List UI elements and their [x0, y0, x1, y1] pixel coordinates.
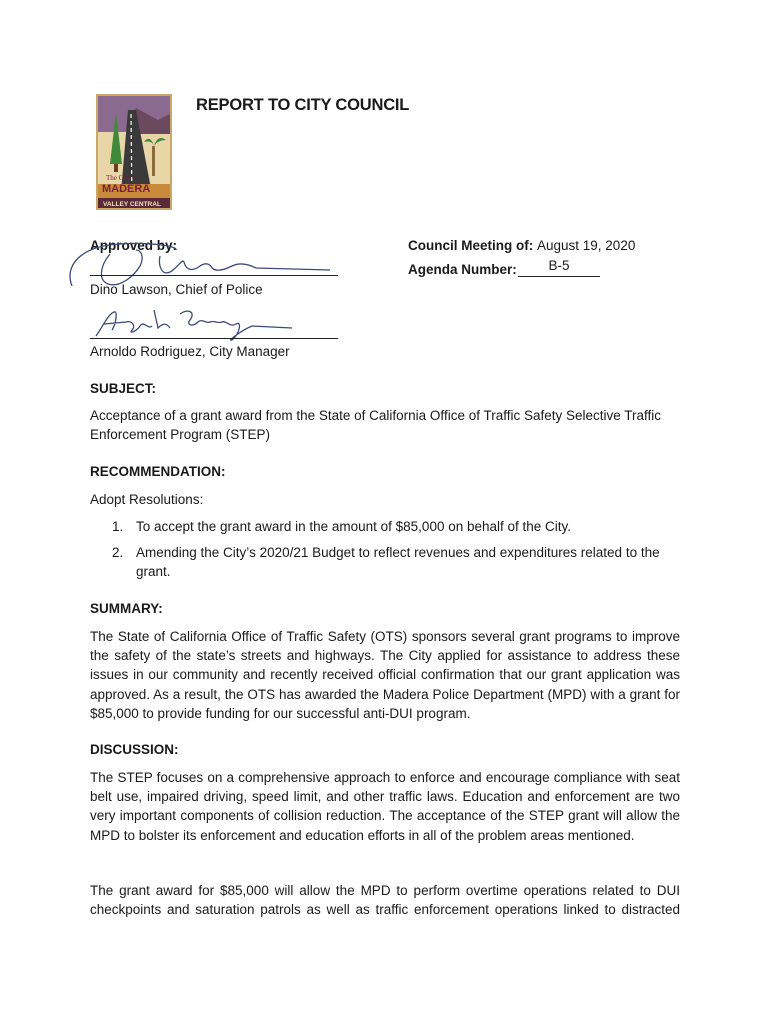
discussion-paragraph-1: The STEP focuses on a comprehensive approach to enforce and encourage compliance with seat belt use, impaired driving, speed limit, and other traffic laws. Education and enforcement are two very important components of collision reduction. The acceptance of the STEP grant will allow the MPD to bolster its enforcement and education efforts in all of the problem areas mentioned.	[90, 770, 680, 843]
discussion-heading: DISCUSSION:	[90, 742, 179, 757]
logo-text-madera: MADERA	[102, 183, 151, 195]
recommendation-list	[90, 517, 680, 589]
recommendation-intro: Adopt Resolutions:	[90, 492, 204, 507]
list-item	[90, 517, 680, 536]
council-meeting-label: Council Meeting of:	[408, 238, 534, 253]
signer-name-2: Arnoldo Rodriguez, City Manager	[90, 344, 290, 359]
logo-text-city-of: The City of	[106, 174, 139, 182]
approved-by-label: Approved by:	[90, 238, 178, 253]
list-item	[90, 543, 680, 581]
logo-text-valley-central: VALLEY CENTRAL	[103, 201, 161, 208]
list-item-number: 1.	[112, 519, 124, 534]
signer-name-1: Dino Lawson, Chief of Police	[90, 282, 263, 297]
discussion-paragraph-2: The grant award for $85,000 will allow the MPD to perform overtime operations related to DUI checkpoints and saturation patrols as well as traffic enforcement operations linked to distracted	[90, 883, 680, 918]
list-item-text: Amending the City’s 2020/21 Budget to reflect revenues and expenditures related to the grant.	[136, 545, 660, 580]
agenda-number-label: Agenda Number:	[408, 262, 517, 277]
agenda-number-value: B-5	[548, 258, 570, 273]
report-title: REPORT TO CITY COUNCIL	[196, 96, 410, 114]
agenda-number-line	[518, 276, 600, 277]
recommendation-heading: RECOMMENDATION:	[90, 464, 226, 479]
council-meeting-date: August 19, 2020	[537, 238, 636, 253]
subject-text: Acceptance of a grant award from the State of California Office of Traffic Safety Selective Traffic Enforcement Program (STEP)	[90, 408, 662, 443]
summary-text: The State of California Office of Traffic Safety (OTS) sponsors several grant programs to improve the safety of the state’s streets and highways. The City applied for assistance to address these issues in our community and recently received official confirmation that our grant application was approved. As a result, the OTS has awarded the Madera Police Department (MPD) with a grant for $85,000 to provide funding for our successful anti-DUI program.	[90, 629, 680, 721]
summary-heading: SUMMARY:	[90, 601, 163, 616]
city-of-madera-logo	[96, 94, 172, 210]
signature-line-2	[90, 338, 338, 339]
subject-heading: SUBJECT:	[90, 381, 157, 396]
list-item-number: 2.	[112, 545, 124, 561]
signature-line-1	[90, 275, 338, 276]
list-item-text: To accept the grant award in the amount of $85,000 on behalf of the City.	[136, 519, 572, 534]
